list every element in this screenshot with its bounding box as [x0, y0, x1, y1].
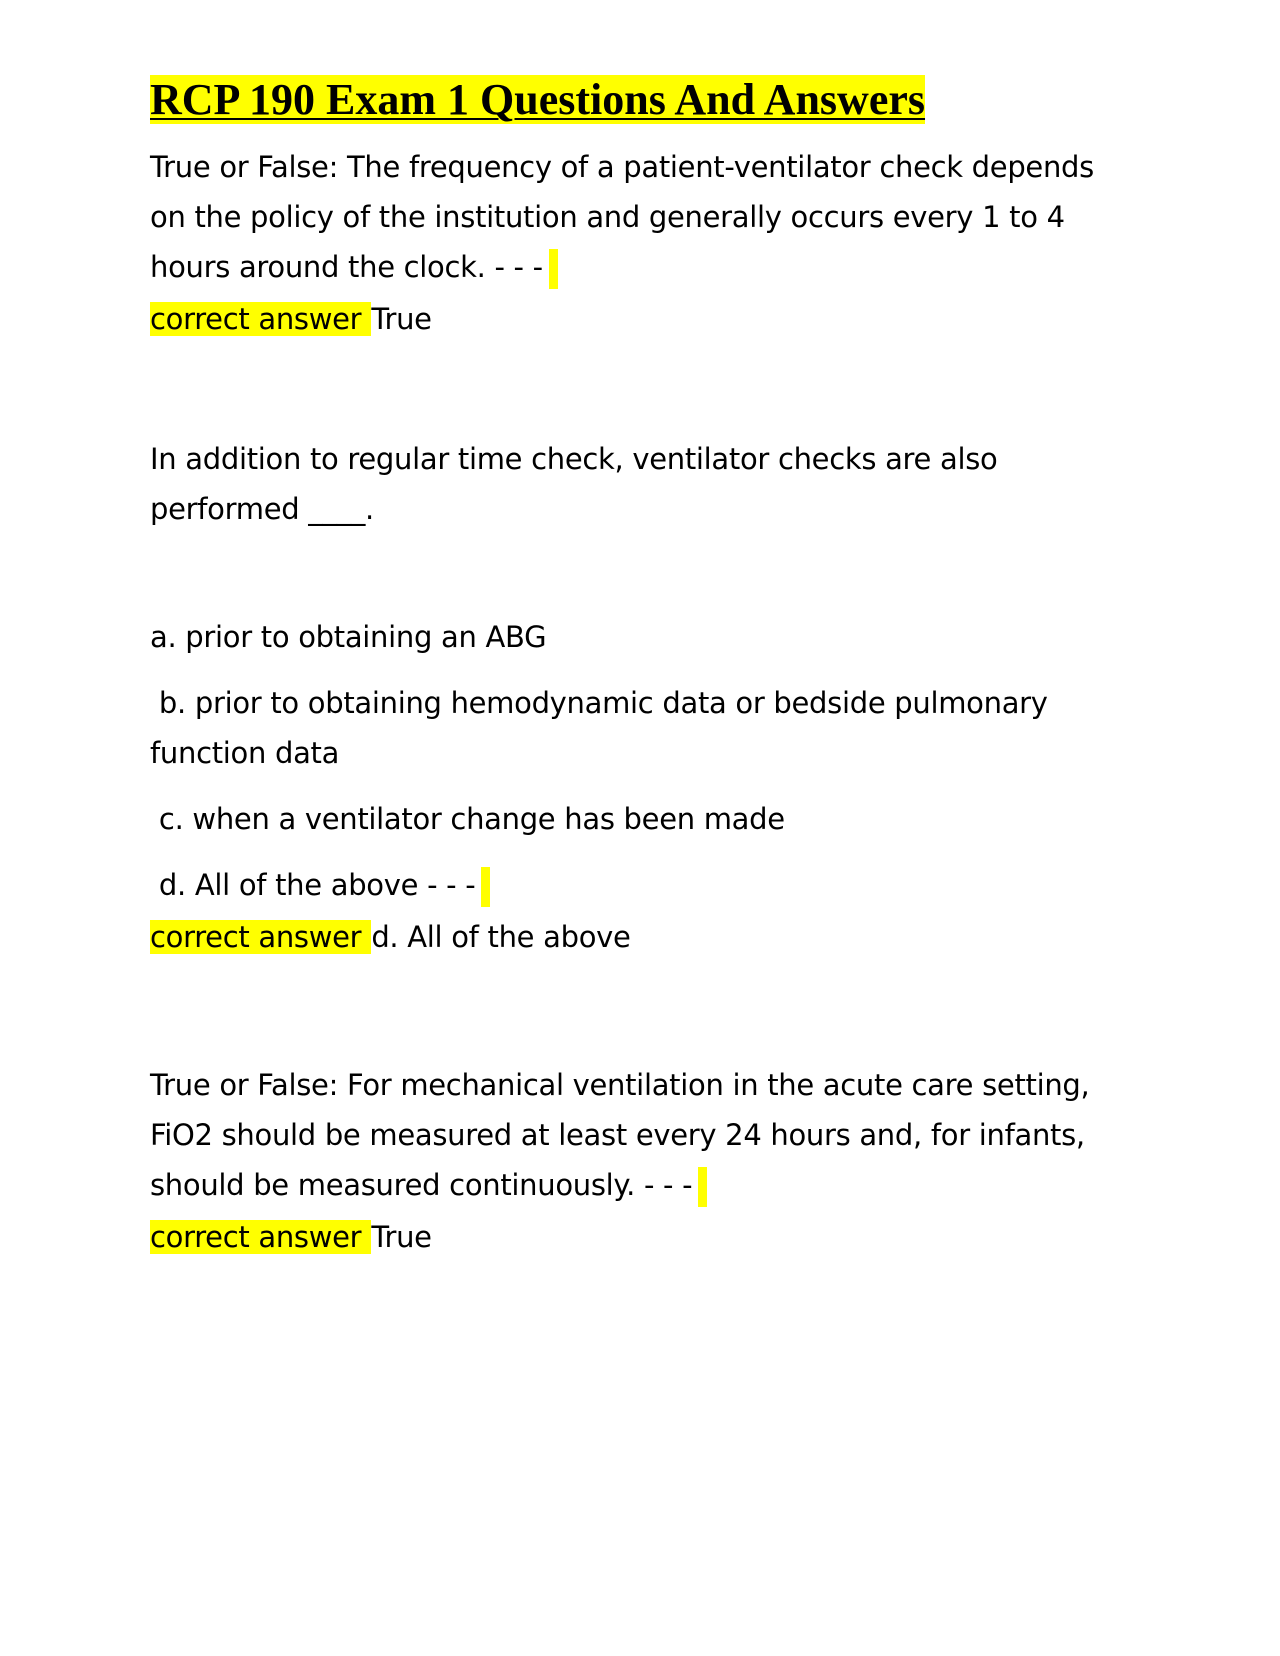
question-block-3	[150, 1060, 1110, 1264]
question-2-option-a: a. prior to obtaining an ABG	[150, 620, 547, 654]
question-2-option-d: d. All of the above - - -	[150, 860, 1110, 910]
question-2-option-b: b. prior to obtaining hemodynamic data or bedside pulmonary function data	[150, 686, 1057, 770]
question-2-option-c: c. when a ventilator change has been made	[150, 802, 785, 836]
answer-value: True	[371, 302, 432, 336]
document-title	[150, 72, 1110, 128]
question-2-text: In addition to regular time check, ventilator checks are also performed ____.	[150, 442, 998, 526]
highlight-marker	[481, 867, 490, 907]
question-1-answer	[150, 292, 1110, 346]
document-title-text: RCP 190 Exam 1 Questions And Answers	[150, 75, 926, 124]
document-page	[150, 72, 1110, 1264]
answer-label: correct answer	[150, 1220, 371, 1254]
answer-label: correct answer	[150, 920, 371, 954]
highlight-marker	[549, 249, 558, 289]
question-1-text: True or False: The frequency of a patient-ventilator check depends on the policy of the institution and generally occurs every 1 to 4 hours around the clock. - - -	[150, 142, 1110, 292]
question-2-answer	[150, 910, 1110, 964]
question-3-answer	[150, 1210, 1110, 1264]
highlight-marker	[698, 1167, 707, 1207]
question-3-text: True or False: For mechanical ventilation in the acute care setting, FiO2 should be measured at least every 24 hours and, for infants, should be measured continuously. - - -	[150, 1060, 1110, 1210]
answer-value: d. All of the above	[371, 920, 631, 954]
answer-label: correct answer	[150, 302, 371, 336]
answer-value: True	[371, 1220, 432, 1254]
question-block-2	[150, 434, 1110, 964]
question-block-1	[150, 142, 1110, 346]
